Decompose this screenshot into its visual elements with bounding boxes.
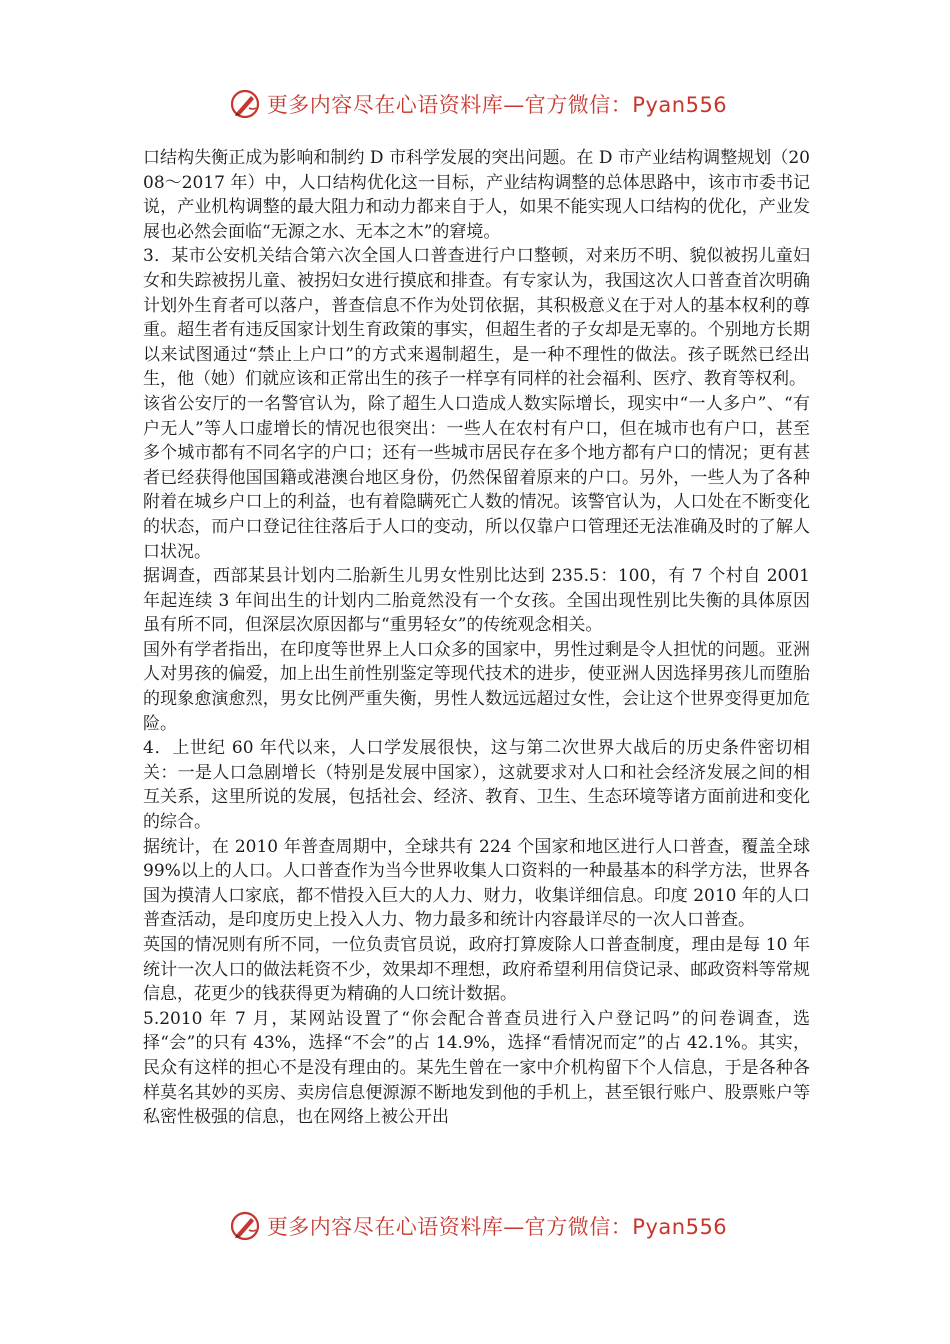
pen-seal-logo-icon <box>229 88 261 120</box>
footer-banner <box>0 1206 950 1246</box>
paragraph: 该省公安厅的一名警官认为，除了超生人口造成人数实际增长，现实中“一人多户”、“有户无人”等人口虚增长的情况也很突出：一些人在农村有户口，但在城市也有户口，甚至多个城市都有不同名字的户口；还有一些城市居民存在多个地方都有户口的情况；更有甚者已经获得他国国籍或港澳台地区身份，仍然保留着原来的户口。另外，一些人为了各种附着在城乡户口上的利益，也有着隐瞒死亡人数的情况。该警官认为，人口处在不断变化的状态，而户口登记往往落后于人口的变动，所以仅靠户口管理还无法准确及时的了解人口状况。 <box>143 393 810 562</box>
pen-seal-logo-icon <box>229 1210 261 1242</box>
paragraph: 英国的情况则有所不同，一位负责官员说，政府打算废除人口普查制度，理由是每 10 年统计一次人口的做法耗资不少，效果却不理想，政府希望利用信贷记录、邮政资料等常规信息，花更少的钱获得更为精确的人口统计数据。 <box>143 935 810 1005</box>
paragraph: 3．某市公安机关结合第六次全国人口普查进行户口整顿，对来历不明、貌似被拐儿童妇女和失踪被拐儿童、被拐妇女进行摸底和排查。有专家认为，我国这次人口普查首次明确计划外生育者可以落户，普查信息不作为处罚依据，其积极意义在于对人的基本权利的尊重。超生者有违反国家计划生育政策的事实，但超生者的子女却是无辜的。个别地方长期以来试图通过“禁止上户口”的方式来遏制超生，是一种不理性的做法。孩子既然已经出生，他（她）们就应该和正常出生的孩子一样享有同样的社会福利、医疗、教育等权利。 <box>143 246 810 390</box>
paragraph: 据调查，西部某县计划内二胎新生儿男女性别比达到 235.5：100，有 7 个村自 2001 年起连续 3 年间出生的计划内二胎竟然没有一个女孩。全国出现性别比失衡的具体原因虽有所不同，但深层次原因都与“重男轻女”的传统观念相关。 <box>143 566 810 636</box>
paragraph: 4．上世纪 60 年代以来，人口学发展很快，这与第二次世界大战后的历史条件密切相关：一是人口急剧增长（特别是发展中国家），这就要求对人口和社会经济发展之间的相互关系，这里所说的发展，包括社会、经济、教育、卫生、生态环境等诸方面前进和变化的综合。 <box>143 738 810 833</box>
footer-banner-text: 更多内容尽在心语资料库—官方微信：Pyan556 <box>266 1215 728 1239</box>
header-banner-text: 更多内容尽在心语资料库—官方微信：Pyan556 <box>266 93 728 117</box>
paragraph: 据统计，在 2010 年普查周期中，全球共有 224 个国家和地区进行人口普查，覆盖全球 99%以上的人口。人口普查作为当今世界收集人口资料的一种最基本的科学方法，世界各国为摸清人口家底，都不惜投入巨大的人力、财力，收集详细信息。印度 2010 年的人口普查活动，是印度历史上投入人力、物力最多和统计内容最详尽的一次人口普查。 <box>143 836 810 931</box>
header-banner <box>0 84 950 124</box>
paragraph: 国外有学者指出，在印度等世界上人口众多的国家中，男性过剩是令人担忧的问题。亚洲人对男孩的偏爱，加上出生前性别鉴定等现代技术的进步，使亚洲人因选择男孩儿而堕胎的现象愈演愈烈，男女比例严重失衡，男性人数远远超过女性，会让这个世界变得更加危险。 <box>143 639 810 734</box>
document-body <box>143 146 810 1130</box>
paragraph: 口结构失衡正成为影响和制约 D 市科学发展的突出问题。在 D 市产业结构调整规划（2008～2017 年）中，人口结构优化这一目标，产业结构调整的总体思路中，该市市委书记说，产业机构调整的最大阻力和动力都来自于人，如果不能实现人口结构的优化，产业发展也必然会面临“无源之水、无本之木”的窘境。 <box>143 148 810 242</box>
paragraph: 5.2010 年 7 月，某网站设置了“你会配合普查员进行入户登记吗”的问卷调查，选择“会”的只有 43%，选择“不会”的占 14.9%，选择“看情况而定”的占 42.1%。其实，民众有这样的担心不是没有理由的。某先生曾在一家中介机构留下个人信息，于是各种各样莫名其妙的买房、卖房信息便源源不断地发到他的手机上，甚至银行账户、股票账户等私密性极强的信息，也在网络上被公开出 <box>143 1008 810 1128</box>
